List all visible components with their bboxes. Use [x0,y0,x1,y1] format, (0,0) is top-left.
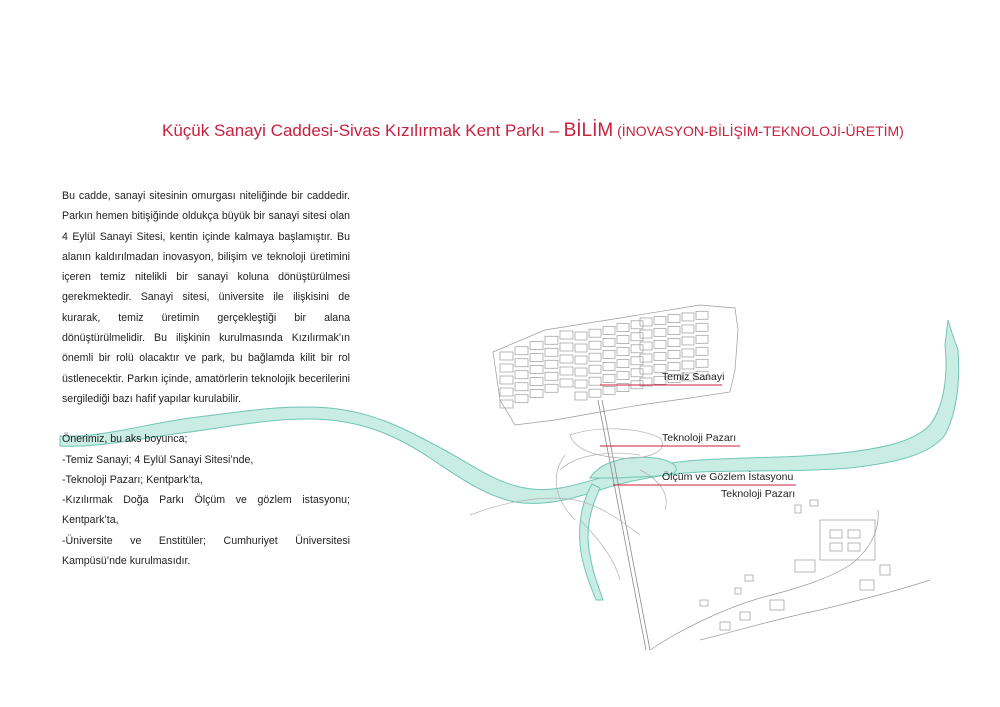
description-text [62,186,350,571]
industrial-block [589,353,601,361]
industrial-block [500,352,513,360]
label-teknoloji-pazari-2: Teknoloji Pazarı [721,488,796,500]
industrial-block [530,378,543,386]
industrial-block [640,354,652,362]
industrial-block [560,355,573,363]
industrial-block [640,366,652,374]
industrial-block [640,330,652,338]
industrial-block [589,365,601,373]
industrial-block [500,388,513,396]
industrial-block [575,392,587,400]
industrial-block [603,326,615,334]
industrial-block [575,380,587,388]
industrial-block [545,384,558,392]
industrial-block [640,318,652,326]
industrial-block [515,383,528,391]
industrial-block [654,316,666,324]
industrial-block [631,321,643,329]
industrial-blocks [500,311,708,408]
industrial-block [515,359,528,367]
axis-road [598,400,650,650]
industrial-block [515,371,528,379]
industrial-block [500,364,513,372]
industrial-block [654,352,666,360]
industrial-block [668,327,680,335]
industrial-block [668,351,680,359]
proposal-intro: Önerimiz, bu aks boyunca; [62,433,188,446]
industrial-site [493,305,738,425]
industrial-block [603,350,615,358]
industrial-block [589,377,601,385]
industrial-block [631,369,643,377]
industrial-block [696,359,708,367]
title-main: Küçük Sanayi Caddesi-Sivas Kızılırmak Kent Parkı – [162,121,564,140]
university-campus [650,500,930,650]
industrial-block [545,372,558,380]
industrial-block [500,400,513,408]
industrial-block [696,323,708,331]
proposal-item: -Temiz Sanayi; 4 Eylül Sanayi Sitesi’nde, [62,453,254,466]
industrial-block [668,315,680,323]
industrial-block [668,363,680,371]
proposal-item: -Üniversite ve Enstitüler; Cumhuriyet Üniversitesi Kampüsü’nde kurulmasıdır. [62,534,350,568]
label-teknoloji-pazari: Teknoloji Pazarı [662,432,737,444]
industrial-block [617,336,629,344]
industrial-block [603,338,615,346]
industrial-block [515,395,528,403]
proposal-item: -Kızılırmak Doğa Parkı Ölçüm ve gözlem istasyonu; Kentpark’ta, [62,494,350,527]
industrial-block [631,333,643,341]
industrial-block [560,367,573,375]
description-paragraph: Bu cadde, sanayi sitesinin omurgası niteliğinde bir caddedir. Parkın hemen bitişiğinde oldukça büyük bir sanayi sitesi olan 4 Eylül Sanayi Sitesi, kentin içinde kalmaya başlamıştır. Bu alanın kaldırılmadan inovasyon, bilişim ve teknoloji üretimini içeren temiz nitelikli bir sanayi koluna dönüştürülmesi gerekmektedir. Sanayi sitesi, üniversite ile ilişkisini de kurarak, temiz üretimin gerçekleştiği bir alana dönüştürülmelidir. Bu ilişkinin kurulmasında Kızılırmak’ın önemli bir rolü olacaktır ve park, bu bağlamda kilit bir rol üstlenecektir. Parkın içinde, amatörlerin teknolojik becerilerini sergilediği bazı hafif yapılar kurulabilir. [62,190,350,405]
industrial-block [696,347,708,355]
industrial-block [560,343,573,351]
industrial-block [631,345,643,353]
industrial-block [696,335,708,343]
industrial-block [654,328,666,336]
industrial-block [560,331,573,339]
industrial-block [682,337,694,345]
park-paths [470,429,666,580]
industrial-block [575,332,587,340]
industrial-block [530,390,543,398]
industrial-block [617,360,629,368]
industrial-block [500,376,513,384]
industrial-block [545,336,558,344]
industrial-block [515,347,528,355]
industrial-block [603,374,615,382]
industrial-block [575,356,587,364]
industrial-block [545,348,558,356]
title-sub: (İNOVASYON-BİLİŞİM-TEKNOLOJİ-ÜRETİM) [613,123,904,139]
industrial-block [589,329,601,337]
industrial-block [682,325,694,333]
industrial-block [589,389,601,397]
industrial-block [545,360,558,368]
industrial-block [682,349,694,357]
industrial-block [603,362,615,370]
industrial-block [575,344,587,352]
industrial-block [696,311,708,319]
industrial-block [575,368,587,376]
industrial-block [682,313,694,321]
industrial-block [560,379,573,387]
industrial-block [617,348,629,356]
industrial-block [617,372,629,380]
industrial-block [631,357,643,365]
industrial-block [603,386,615,394]
industrial-block [682,361,694,369]
label-temiz-sanayi: Temiz Sanayi [662,371,725,383]
industrial-block [617,324,629,332]
industrial-block [530,342,543,350]
industrial-block [530,354,543,362]
proposal-item: -Teknoloji Pazarı; Kentpark’ta, [62,473,203,486]
industrial-block [640,342,652,350]
industrial-block [530,366,543,374]
industrial-block [589,341,601,349]
label-olcum-istasyonu: Ölçüm ve Gözlem İstasyonu [662,471,794,483]
industrial-block [654,340,666,348]
title-bold: BİLİM [563,120,614,141]
industrial-block [668,339,680,347]
